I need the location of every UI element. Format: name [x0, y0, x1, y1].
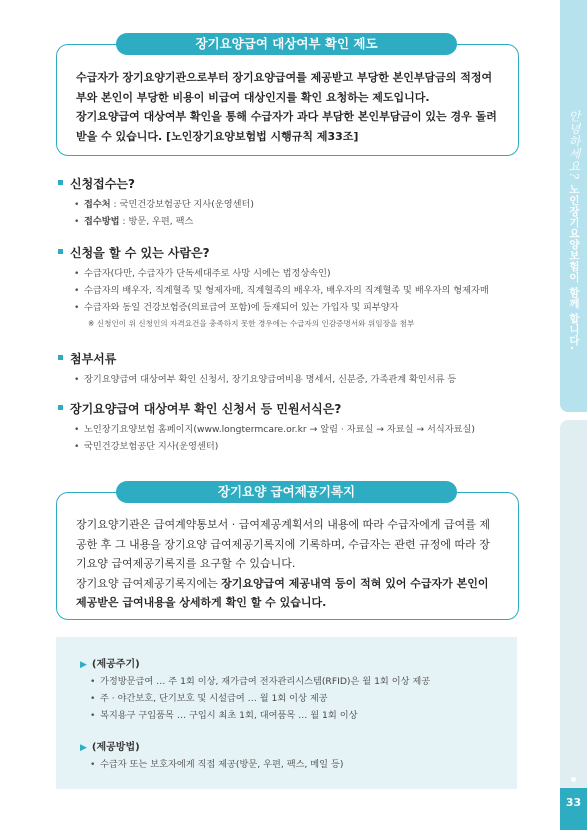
question-heading-3 — [58, 350, 116, 367]
section2-paragraph-2 — [76, 574, 500, 613]
list-item: • 장기요양급여 대상여부 확인 신청서, 장기요양급여비용 명세서, 신분증, 가족관계 확인서류 등 — [72, 371, 456, 388]
list-note: ※ 신청인이 위 신청인의 자격요건을 충족하지 못한 경우에는 수급자의 인감증명서와 위임장을 첨부 — [88, 319, 415, 328]
square-bullet-icon — [58, 249, 63, 254]
square-bullet-icon — [58, 180, 63, 185]
section2-title: 장기요양 급여제공기록지 — [116, 481, 457, 503]
list-item: • 수급자(다만, 수급자가 단독세대주로 사망 시에는 법정상속인) — [72, 265, 489, 282]
side-dot-bottom — [571, 777, 576, 782]
list-item: • 주 · 야간보호, 단기보호 및 시설급여 … 월 1회 이상 제공 — [88, 690, 430, 707]
triangle-right-icon: ▶ — [80, 743, 87, 753]
list-item: • 노인장기요양보험 홈페이지(www.longtermcare.or.kr → 알림 · 자료실 → 자료실 → 서식자료실) — [72, 421, 475, 438]
section2-paragraph-2-plain: 장기요양 급여제공기록지에는 — [76, 576, 222, 590]
list-item: • 수급자와 동일 건강보험증(의료급여 포함)에 등재되어 있는 가입자 및 피부양자 — [72, 299, 489, 316]
list-item — [72, 213, 254, 230]
section2-paragraph-1: 장기요양기관은 급여계약통보서 · 급여제공계획서의 내용에 따라 수급자에게 급여를 제공한 후 그 내용을 장기요양 급여제공기록지에 기록하며, 수급자는 관련 규정에 따라 장기요양 급여제공기록지를 요구할 수 있습니다. — [76, 518, 491, 570]
list-item: • 수급자 또는 보호자에게 직접 제공(방문, 우편, 팩스, 메일 등) — [88, 756, 343, 773]
page-number-box — [560, 788, 587, 830]
page-number: 33 — [565, 796, 582, 809]
square-bullet-icon — [58, 355, 63, 360]
question-heading-1 — [58, 175, 135, 192]
question-heading-4 — [58, 400, 341, 417]
section2-body — [76, 515, 500, 613]
panel-list-cycle — [88, 673, 430, 724]
list-item: • 복지용구 구입품목 … 구입시 최초 1회, 대여품목 … 월 1회 이상 — [88, 707, 430, 724]
side-script-text: 안녕하세요? — [567, 110, 581, 180]
question-list-4 — [72, 421, 475, 455]
panel-heading-cycle — [80, 655, 140, 670]
side-tab-bottom — [560, 420, 587, 830]
section1-body — [76, 68, 500, 146]
item-label: 접수방법 — [84, 216, 120, 227]
question-text: 첨부서류 — [70, 352, 117, 366]
question-list-2 — [72, 265, 489, 331]
question-list-3 — [72, 371, 456, 388]
question-heading-2 — [58, 244, 210, 261]
panel-list-method — [88, 756, 343, 773]
item-label: 접수처 — [84, 199, 111, 210]
panel-heading-method — [80, 738, 140, 753]
section1-paragraph-2: 장기요양급여 대상여부 확인을 통해 수급자가 과다 부담한 본인부담금이 있는 경우 돌려받을 수 있습니다. [노인장기요양보험법 시행규칙 제33조] — [76, 110, 497, 143]
list-item — [72, 196, 254, 213]
side-slogan-text: 노인장기요양보험이 함께 합니다. — [568, 183, 580, 351]
section1-paragraph-1: 수급자가 장기요양기관으로부터 장기요양급여를 제공받고 부당한 본인부담금의 적정여부와 본인이 부당한 비용이 비급여 대상인지를 확인 요청하는 제도입니다. — [76, 71, 493, 104]
item-text: : 국민건강보험공단 지사(운영센터) — [110, 199, 254, 210]
side-slogan — [565, 110, 583, 350]
triangle-right-icon: ▶ — [80, 660, 87, 670]
side-dot-top — [571, 412, 576, 417]
question-text: 장기요양급여 대상여부 확인 신청서 등 민원서식은? — [70, 402, 342, 416]
list-item: • 가정방문급여 … 주 1회 이상, 재가급여 전자관리시스템(RFID)은 월 1회 이상 제공 — [88, 673, 430, 690]
section2-paragraph-2-bold: 장기요양급여 제공내역 등이 적혀 있어 수급자가 본인이 제공받은 급여내용을 상세하게 확인 할 수 있습니다. — [76, 576, 489, 609]
panel-heading-text: (제공방법) — [91, 742, 140, 753]
section1-title: 장기요양급여 대상여부 확인 제도 — [116, 33, 457, 55]
list-item: • 수급자의 배우자, 직계혈족 및 형제자매, 직계혈족의 배우자, 배우자의 직계혈족 및 배우자의 형제자매 — [72, 282, 489, 299]
question-text: 신청을 할 수 있는 사람은? — [70, 246, 210, 260]
question-list-1 — [72, 196, 254, 230]
panel-heading-text: (제공주기) — [91, 659, 140, 670]
question-text: 신청접수는? — [70, 177, 135, 191]
item-text: : 방문, 우편, 팩스 — [119, 216, 194, 227]
list-item: • 국민건강보험공단 지사(운영센터) — [72, 438, 475, 455]
square-bullet-icon — [58, 405, 63, 410]
